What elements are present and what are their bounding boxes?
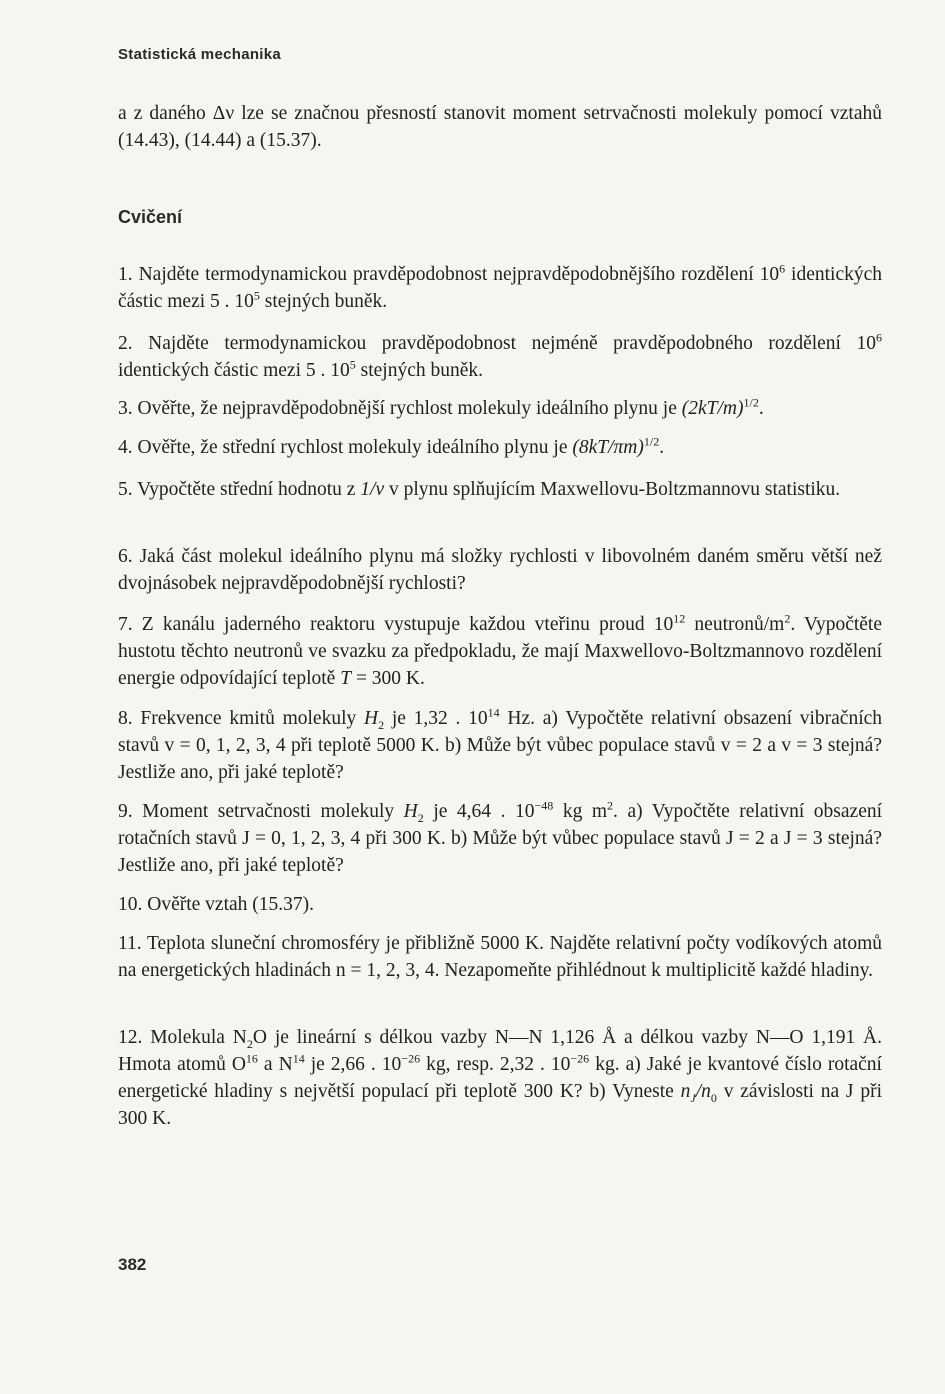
exercise-6: 6. Jaká část molekul ideálního plynu má složky rychlosti v libovolném daném směru větší než dvojnásobek nejpravděpodobnější rychlosti?	[118, 546, 882, 594]
exercise-8: 8. Frekvence kmitů molekuly $H_2$ je 1,32 . $10^{14}$ Hz. a) Vypočtěte relativní obsazení vibračních stavů v = 0, 1, 2, 3, 4 při teplotě 5000 K. b) Může být vůbec populace stavů v = 2 a v = 3 stejná? Jestliže ano, při jaké teplotě?	[118, 705, 883, 783]
exercise-9: 9. Moment setrvačnosti molekuly $H_2$ je 4,64 . $10^{-48}$ kg $m^2$. a) Vypočtěte relativní obsazení rotačních stavů J = 0, 1, 2, 3, 4 při 300 K. b) Může být vůbec populace stavů J = 2 a J = 3 stejná? Jestliže ano, při jaké teplotě?	[118, 798, 883, 876]
section-heading: Cvičení	[118, 207, 183, 227]
exercise-10: 10. Ověřte vztah (15.37).	[118, 894, 315, 915]
exercise-2: 2. Najděte termodynamickou pravděpodobnost nejméně pravděpodobného rozdělení $10^6$ identických částic mezi 5 . $10^5$ stejných buněk.	[118, 330, 882, 381]
exercise-12: 12. Molekula $N_2O$ je lineární s délkou vazby N—N 1,126 Å a délkou vazby N—O 1,191 Å. Hmota atomů $O^{16}$ a $N^{14}$ je 2,66 . $10^{-26}$ kg, resp. 2,32 . $10^{-26}$ kg. a) Jaké je kvantové číslo rotační energetické hladiny s největší populací při teplotě 300 K? b) Vyneste $n_J/n_0$ v závislosti na J při 300 K.	[118, 1027, 883, 1129]
running-header: Statistická mechanika	[118, 46, 282, 63]
intro-paragraph: a z daného Δν lze se značnou přesností stanovit moment setrvačnosti molekuly pomocí vztahů (14.43), (14.44) a (15.37).	[118, 103, 882, 151]
exercise-7: 7. Z kanálu jaderného reaktoru vystupuje každou vteřinu proud $10^{12}$ neutronů/$m^2$. Vypočtěte hustotu těchto neutronů ve svazku za předpokladu, že mají Maxwellovo-Boltzmannovo rozdělení energie odpovídající teplotě T = 300 K.	[118, 611, 882, 689]
exercise-1: 1. Najděte termodynamickou pravděpodobnost nejpravděpodobnějšího rozdělení $10^6$ identických částic mezi 5 . $10^5$ stejných buněk.	[118, 261, 883, 312]
exercise-5: 5. Vypočtěte střední hodnotu z 1/v v plynu splňujícím Maxwellovu-Boltzmannovu statistiku.	[118, 479, 841, 500]
page-number: 382	[118, 1255, 147, 1274]
exercise-4: 4. Ověřte, že střední rychlost molekuly ideálního plynu je $(8kT/\pi m)^{1/2}$.	[118, 434, 665, 458]
exercise-3: 3. Ověřte, že nejpravděpodobnější rychlost molekuly ideálního plynu je $(2kT/m)^{1/2}$.	[118, 395, 764, 419]
exercise-11: 11. Teplota sluneční chromosféry je přibližně 5000 K. Najděte relativní počty vodíkových atomů na energetických hladinách n = 1, 2, 3, 4. Nezapomeňte přihlédnout k multiplicitě každé hladiny.	[118, 933, 882, 981]
